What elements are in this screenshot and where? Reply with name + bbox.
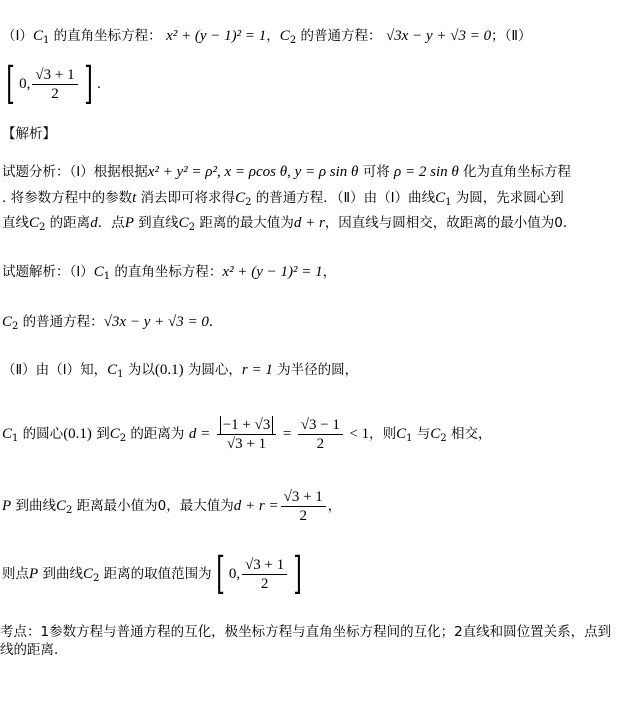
subscript: 1 xyxy=(406,433,413,444)
text: 的直角坐标方程： xyxy=(110,264,223,280)
point-p: P xyxy=(29,566,39,582)
text: ，则 xyxy=(369,426,397,442)
text: 试题解析：（Ⅰ） xyxy=(2,264,94,280)
curve-c2-symbol: C xyxy=(178,215,189,231)
text: ， xyxy=(327,498,342,514)
text: 直线 xyxy=(2,215,29,231)
solution-line-3 xyxy=(2,360,358,385)
subscript: 2 xyxy=(12,321,19,332)
text: 化为直角坐标方程 xyxy=(458,164,572,180)
radius: r = 1 xyxy=(241,362,273,378)
curve-c1-symbol: C xyxy=(435,190,446,206)
fraction xyxy=(281,488,326,525)
curve-c2-symbol: C xyxy=(109,426,120,442)
fraction xyxy=(298,416,343,453)
text: ；（Ⅱ） xyxy=(491,28,532,44)
solution-line-2 xyxy=(2,312,222,337)
analysis-line-1 xyxy=(2,162,571,182)
text: 的距离为 xyxy=(126,426,185,442)
left-bracket: [ xyxy=(6,58,15,109)
fraction xyxy=(242,556,287,593)
subscript: 1 xyxy=(117,369,124,380)
text: ， xyxy=(266,28,280,44)
fraction-denominator: 2 xyxy=(51,85,59,102)
fraction-denominator: 2 xyxy=(316,435,325,452)
answer-range xyxy=(2,58,102,109)
equation-c2: √3x − y + √3 = 0 xyxy=(103,314,209,330)
subscript: 2 xyxy=(289,35,297,46)
curve-c2-symbol: C xyxy=(235,190,246,206)
text: . 将参数方程中的参数 xyxy=(2,190,133,206)
fraction-numerator: √3 + 1 xyxy=(242,556,287,575)
kaodian-line-1: 考点：1参数方程与普通方程的互化，极坐标方程与直角坐标方程间的互化；2直线和圆位置关系，点到 xyxy=(0,624,612,640)
text: 距离的最大值为 xyxy=(195,215,294,231)
text: ．点 xyxy=(97,215,125,231)
curve-c2-symbol: C xyxy=(82,566,93,582)
subscript: 1 xyxy=(43,35,50,46)
text: 为圆，先求圆心到 xyxy=(451,190,564,206)
subscript: 2 xyxy=(39,222,46,233)
text: 与 xyxy=(412,426,431,442)
text: 的普通方程： xyxy=(296,28,382,44)
text: 可将 xyxy=(358,164,395,180)
equation-c1: x² + (y − 1)² = 1 xyxy=(222,264,323,280)
text: （Ⅱ）由（Ⅰ）知， xyxy=(2,362,108,378)
subscript: 1 xyxy=(103,271,111,282)
text: 到曲线 xyxy=(38,566,83,582)
circle-center: (0.1) xyxy=(63,426,92,442)
var-d: d = xyxy=(188,426,211,442)
text: 为圆心， xyxy=(183,362,242,378)
answer-line-1 xyxy=(2,26,532,51)
right-bracket: ] xyxy=(83,58,93,109)
text: ，因直线与圆相交，故距离的最小值为0． xyxy=(324,215,577,231)
subscript: 2 xyxy=(92,573,100,584)
equation-c1: x² + (y − 1)² = 1 xyxy=(166,28,267,44)
formula: d + r = xyxy=(233,498,279,514)
curve-c1-symbol: C xyxy=(107,362,118,378)
text: 相交， xyxy=(446,426,492,442)
formula: ρ = 2 sin θ xyxy=(394,164,459,180)
text: 到 xyxy=(91,426,110,442)
circle-center: (0.1) xyxy=(154,362,184,378)
left-bracket: [ xyxy=(215,548,225,599)
point-p: P xyxy=(124,215,134,231)
kaodian-line-2: 线的距离． xyxy=(0,642,68,658)
text: 则点 xyxy=(2,566,29,582)
subscript: 2 xyxy=(440,433,447,444)
subscript: 2 xyxy=(188,222,196,233)
answer-part-label: （Ⅰ） xyxy=(2,28,33,44)
text: 距离最小值为0，最大值为 xyxy=(72,498,234,514)
subscript: 2 xyxy=(65,505,73,516)
text: 消去即可将求得 xyxy=(136,190,236,206)
text: 为半径的圆， xyxy=(272,362,359,378)
formula: x² + y² = ρ², x = ρcos θ, y = ρ sin θ xyxy=(147,164,359,180)
subscript: 2 xyxy=(119,433,127,444)
subscript: 1 xyxy=(12,433,19,444)
curve-c2-symbol: C xyxy=(279,28,290,44)
fraction-numerator: √3 + 1 xyxy=(281,488,326,507)
solution-line-5 xyxy=(2,484,341,533)
solution-line-6 xyxy=(2,548,306,601)
equals: = xyxy=(282,426,292,442)
inequality: < 1 xyxy=(349,426,370,442)
text: ， xyxy=(322,264,337,280)
right-bracket: ] xyxy=(293,548,303,599)
text: 的距离 xyxy=(45,215,91,231)
text: 到直线 xyxy=(133,215,179,231)
text: 为以 xyxy=(123,362,155,378)
text: 试题分析：（Ⅰ）根据根据 xyxy=(2,164,148,180)
curve-c1-symbol: C xyxy=(93,264,104,280)
range-left: 0, xyxy=(228,566,241,582)
text: 的圆心 xyxy=(18,426,64,442)
text: 的普通方程： xyxy=(18,314,104,330)
text: 到曲线 xyxy=(11,498,56,514)
subscript: 1 xyxy=(445,197,452,208)
range-left: 0, xyxy=(19,76,31,92)
subscript: 2 xyxy=(245,197,252,208)
fraction-numerator: √3 − 1 xyxy=(298,416,343,435)
solution-line-4 xyxy=(2,412,491,461)
text: . xyxy=(96,76,102,92)
analysis-line-3 xyxy=(2,213,576,238)
curve-c2-symbol: C xyxy=(29,215,40,231)
solution-line-1 xyxy=(2,262,336,287)
analysis-line-2 xyxy=(2,188,564,213)
curve-c2-symbol: C xyxy=(2,314,13,330)
fraction-denominator: 2 xyxy=(260,575,269,592)
formula: d + r xyxy=(293,215,325,231)
fraction-numerator: √3 + 1 xyxy=(32,66,77,85)
equation-c2: √3x − y + √3 = 0 xyxy=(385,28,492,44)
curve-c1-symbol: C xyxy=(32,28,43,44)
curve-c1-symbol: C xyxy=(2,426,13,442)
var-d: d xyxy=(90,215,98,231)
text: ． xyxy=(208,314,223,330)
curve-c2-symbol: C xyxy=(55,498,66,514)
absolute-value: −1 + √3 xyxy=(220,416,274,434)
text: 的普通方程．（Ⅱ）由（Ⅰ）曲线 xyxy=(251,190,436,206)
fraction xyxy=(32,66,77,103)
distance-fraction xyxy=(217,416,277,453)
curve-c1-symbol: C xyxy=(396,426,407,442)
curve-c2-symbol: C xyxy=(430,426,441,442)
point-p: P xyxy=(2,498,12,514)
fraction-denominator: √3 + 1 xyxy=(226,435,267,452)
text: 距离的取值范围为 xyxy=(99,566,212,582)
param-t: t xyxy=(132,190,137,206)
fraction-denominator: 2 xyxy=(299,507,307,524)
text: 的直角坐标方程： xyxy=(49,28,162,44)
analysis-heading: 【解析】 xyxy=(2,126,56,142)
